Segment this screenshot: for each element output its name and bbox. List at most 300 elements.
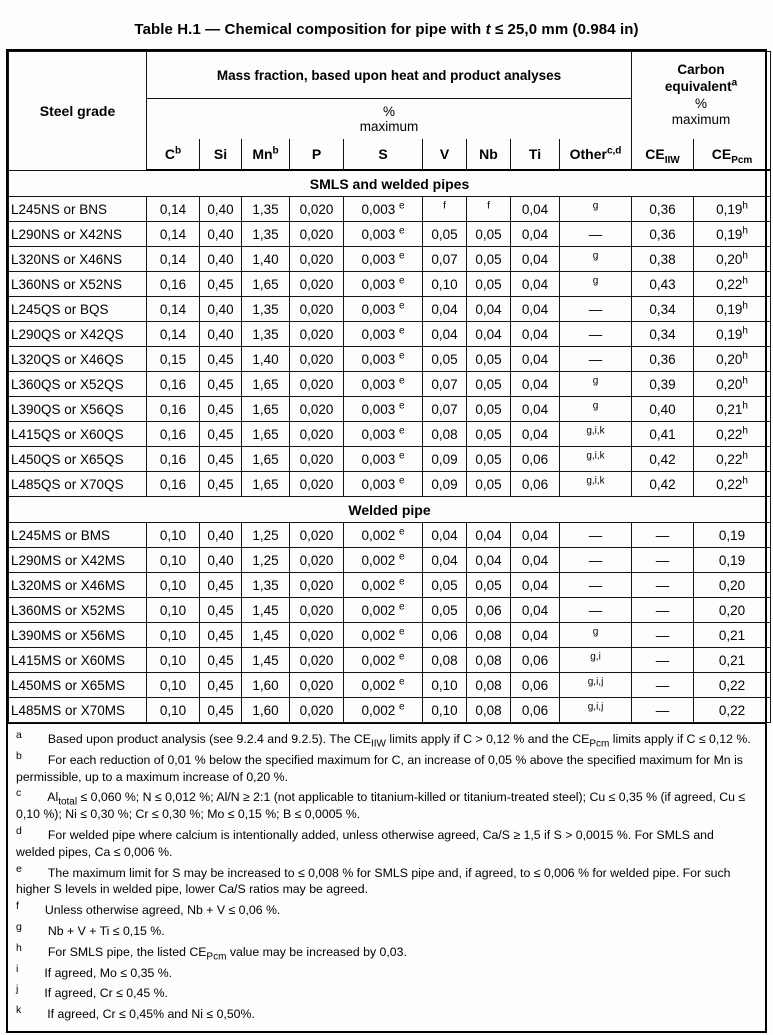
cell-value: 0,04: [467, 322, 511, 347]
footnote-marker: i: [16, 962, 19, 975]
col-header-element-6: Nb: [467, 139, 511, 170]
cell-value: 0,10: [423, 698, 467, 723]
footnote-text: For each reduction of 0,01 % below the specified maximum for C, an increase of 0,05 % above the specified maximum for Mn is permissible, up to a maximum increase of 0,20 %.: [16, 752, 743, 784]
cell-value: 0,10: [147, 548, 200, 573]
cell-value: 0,003 $^e$: [344, 347, 423, 372]
cell-value: 0,16: [147, 422, 200, 447]
table-row: [9, 347, 771, 372]
table-row: [9, 673, 771, 698]
section-header-row: [9, 497, 771, 523]
section-label: Welded pipe: [9, 497, 771, 523]
table-row: [9, 573, 771, 598]
table-header: [9, 52, 771, 171]
table-row: [9, 422, 771, 447]
cell-value: —: [632, 548, 694, 573]
col-header-percent-maximum: % maximum: [147, 99, 632, 140]
cell-value: 0,22$^h$: [694, 447, 771, 472]
cell-value: 0,04: [511, 623, 560, 648]
cell-value: 0,10: [147, 623, 200, 648]
table-row: [9, 698, 771, 723]
cell-value: 0,04: [511, 222, 560, 247]
cell-steel-grade: L290NS or X42NS: [9, 222, 147, 247]
cell-value: 0,04: [511, 297, 560, 322]
footnote-marker: f: [16, 900, 19, 913]
cell-value: 1,65: [242, 272, 290, 297]
cell-value: 0,020: [290, 247, 344, 272]
cell-steel-grade: L320QS or X46QS: [9, 347, 147, 372]
cell-value: g,i,k: [560, 447, 632, 472]
cell-value: 0,21: [694, 648, 771, 673]
cell-value: 1,65: [242, 397, 290, 422]
cell-value: 0,45: [200, 598, 242, 623]
cell-value: 0,36: [632, 222, 694, 247]
cell-value: 0,002 $^e$: [344, 598, 423, 623]
cell-value: 0,19$^h$: [694, 222, 771, 247]
cell-value: 0,06: [511, 472, 560, 497]
cell-value: 1,35: [242, 222, 290, 247]
cell-steel-grade: L450MS or X65MS: [9, 673, 147, 698]
cell-value: g,i,j: [560, 698, 632, 723]
footnote-text: If agreed, Mo ≤ 0,35 %.: [44, 965, 173, 980]
cell-value: 0,003 $^e$: [344, 472, 423, 497]
cell-value: g,i,k: [560, 422, 632, 447]
footnote-marker: h: [16, 941, 22, 954]
cell-value: 0,45: [200, 347, 242, 372]
cell-value: 0,020: [290, 548, 344, 573]
footnote-a: [16, 728, 755, 750]
table-row: [9, 222, 771, 247]
cell-value: 0,003 $^e$: [344, 372, 423, 397]
cell-value: 0,14: [147, 322, 200, 347]
cell-value: 0,41: [632, 422, 694, 447]
col-header-element-0: $C^b$: [147, 139, 200, 170]
cell-value: —: [560, 523, 632, 548]
cell-value: 0,40: [632, 397, 694, 422]
cell-value: 0,05: [423, 598, 467, 623]
cell-value: 0,10: [423, 272, 467, 297]
footnote-text: The maximum limit for S may be increased to ≤ 0,008 % for SMLS pipe and, if agreed, to ≤ 0,006 % for welded pipe. For such higher S levels in welded pipe, lower Ca/S ratios may be agreed.: [16, 865, 731, 897]
footnote-g: [16, 920, 755, 940]
footnote-marker: g: [16, 920, 22, 933]
cell-value: 0,05: [467, 272, 511, 297]
table-row: [9, 197, 771, 222]
cell-value: 1,45: [242, 623, 290, 648]
cell-value: —: [560, 322, 632, 347]
table-body: [9, 170, 771, 723]
cell-value: 0,43: [632, 272, 694, 297]
cell-value: 0,020: [290, 272, 344, 297]
cell-value: 0,22: [694, 698, 771, 723]
cell-value: 0,020: [290, 648, 344, 673]
cell-value: 0,002 $^e$: [344, 573, 423, 598]
cell-value: 0,10: [147, 648, 200, 673]
cell-steel-grade: L245NS or BNS: [9, 197, 147, 222]
cell-value: 0,08: [423, 648, 467, 673]
cell-value: 0,21$^h$: [694, 397, 771, 422]
cell-value: 0,39: [632, 372, 694, 397]
cell-value: 1,45: [242, 598, 290, 623]
cell-value: 0,04: [511, 598, 560, 623]
footnote-marker: k: [16, 1004, 22, 1017]
cell-value: 0,14: [147, 247, 200, 272]
cell-value: —: [632, 673, 694, 698]
cell-value: 1,45: [242, 648, 290, 673]
cell-value: f: [423, 197, 467, 222]
carbon-equivalent-label: Carbon equivalent$^a$: [664, 61, 738, 94]
cell-value: 0,06: [511, 673, 560, 698]
cell-value: 0,002 $^e$: [344, 673, 423, 698]
cell-value: 1,35: [242, 197, 290, 222]
table-row: [9, 247, 771, 272]
cell-value: 0,40: [200, 222, 242, 247]
cell-value: 0,04: [511, 247, 560, 272]
cell-value: —: [560, 297, 632, 322]
cell-value: 0,10: [147, 673, 200, 698]
cell-value: 0,04: [511, 548, 560, 573]
cell-value: 0,45: [200, 573, 242, 598]
cell-value: 0,06: [423, 623, 467, 648]
cell-steel-grade: L320NS or X46NS: [9, 247, 147, 272]
cell-value: 0,45: [200, 623, 242, 648]
cell-value: 0,40: [200, 523, 242, 548]
cell-value: 0,04: [511, 422, 560, 447]
cell-value: 0,002 $^e$: [344, 698, 423, 723]
cell-steel-grade: L290MS or X42MS: [9, 548, 147, 573]
cell-value: 0,42: [632, 472, 694, 497]
cell-value: 1,65: [242, 372, 290, 397]
cell-value: 0,04: [511, 197, 560, 222]
cell-value: 0,45: [200, 447, 242, 472]
cell-value: g: [560, 197, 632, 222]
cell-value: 0,22$^h$: [694, 272, 771, 297]
table-row: [9, 447, 771, 472]
footnote-j: [16, 985, 755, 1002]
cell-value: 0,06: [511, 447, 560, 472]
section-label: SMLS and welded pipes: [9, 170, 771, 197]
footnote-text: If agreed, Cr ≤ 0,45% and Ni ≤ 0,50%.: [47, 1007, 255, 1022]
table-row: [9, 472, 771, 497]
cell-value: f: [467, 197, 511, 222]
cell-value: 0,05: [467, 447, 511, 472]
table-row: [9, 648, 771, 673]
table-container: [6, 49, 767, 1033]
cell-value: 0,16: [147, 472, 200, 497]
footnote-marker: j: [16, 983, 19, 996]
footnote-d: [16, 824, 755, 861]
cell-value: 0,36: [632, 347, 694, 372]
cell-value: 0,10: [147, 598, 200, 623]
cell-value: 0,020: [290, 673, 344, 698]
cell-value: —: [632, 598, 694, 623]
cell-value: 1,65: [242, 447, 290, 472]
cell-value: —: [632, 523, 694, 548]
cell-value: 0,07: [423, 372, 467, 397]
cell-value: —: [560, 222, 632, 247]
cell-value: 0,05: [423, 222, 467, 247]
cell-value: 0,003 $^e$: [344, 247, 423, 272]
table-row: [9, 598, 771, 623]
cell-value: 1,60: [242, 698, 290, 723]
footnote-h: [16, 941, 755, 963]
cell-value: 0,20: [694, 573, 771, 598]
cell-value: 0,020: [290, 623, 344, 648]
cell-value: 0,45: [200, 397, 242, 422]
cell-value: 0,40: [200, 197, 242, 222]
cell-value: 0,020: [290, 197, 344, 222]
cell-value: 1,35: [242, 297, 290, 322]
cell-steel-grade: L320MS or X46MS: [9, 573, 147, 598]
cell-value: 0,020: [290, 347, 344, 372]
cell-value: 0,20$^h$: [694, 247, 771, 272]
cell-value: 0,21: [694, 623, 771, 648]
cell-value: —: [632, 648, 694, 673]
cell-value: 1,35: [242, 573, 290, 598]
cell-value: 0,22: [694, 673, 771, 698]
cell-value: 1,65: [242, 472, 290, 497]
cell-value: g,i: [560, 648, 632, 673]
cell-value: g: [560, 272, 632, 297]
cell-value: 0,04: [467, 523, 511, 548]
footnote-marker: c: [16, 787, 22, 800]
cell-value: 0,14: [147, 197, 200, 222]
cell-value: 0,020: [290, 372, 344, 397]
footnote-text: $Al_{total} \le 0,060$ %; N ≤ 0,012 %; Al/N ≥ 2:1 (not applicable to titanium-killed or titanium-treated steel); Cu ≤ 0,35 % (if agreed, Cu ≤ 0,10 %); Ni ≤ 0,30 %; Cr ≤ 0,30 %; Mo ≤ 0,15 %; B ≤ 0,0005 %.: [16, 790, 746, 822]
cell-value: 0,003 $^e$: [344, 297, 423, 322]
cell-value: 0,06: [511, 648, 560, 673]
cell-value: g,i,j: [560, 673, 632, 698]
cell-value: 1,65: [242, 422, 290, 447]
cell-value: g: [560, 623, 632, 648]
cell-value: 0,020: [290, 397, 344, 422]
footnote-text: Nb + V + Ti ≤ 0,15 %.: [47, 923, 165, 938]
cell-steel-grade: L390QS or X56QS: [9, 397, 147, 422]
cell-value: g: [560, 372, 632, 397]
cell-value: 0,020: [290, 698, 344, 723]
footnote-text: Based upon product analysis (see 9.2.4 and 9.2.5). The $CE_{IIW}$ limits apply if C > 0,12 % and the $CE_{Pcm}$ limits apply if C ≤ 0,12 %.: [47, 732, 751, 750]
cell-value: 0,020: [290, 472, 344, 497]
cell-value: 0,09: [423, 472, 467, 497]
table-title: Table H.1 — Chemical composition for pipe with t ≤ 25,0 mm (0.984 in): [134, 21, 639, 38]
cell-value: 0,34: [632, 297, 694, 322]
cell-value: 0,04: [423, 297, 467, 322]
cell-value: —: [632, 698, 694, 723]
cell-value: 0,19$^h$: [694, 297, 771, 322]
cell-value: 0,002 $^e$: [344, 523, 423, 548]
col-header-element-10: $CE_{Pcm}$: [694, 139, 771, 170]
cell-value: 0,16: [147, 447, 200, 472]
cell-value: g: [560, 247, 632, 272]
cell-value: 0,08: [467, 623, 511, 648]
footnote-i: [16, 962, 755, 982]
cell-value: 0,04: [511, 347, 560, 372]
cell-steel-grade: L245QS or BQS: [9, 297, 147, 322]
chemical-composition-table: [8, 51, 771, 723]
cell-value: 0,45: [200, 472, 242, 497]
cell-value: 0,003 $^e$: [344, 422, 423, 447]
cell-value: —: [632, 573, 694, 598]
table-row: [9, 623, 771, 648]
cell-value: 0,002 $^e$: [344, 548, 423, 573]
cell-value: 0,020: [290, 447, 344, 472]
cell-value: 0,45: [200, 272, 242, 297]
footnotes: [8, 723, 765, 1031]
cell-value: 0,05: [467, 222, 511, 247]
cell-value: 0,22$^h$: [694, 472, 771, 497]
table-row: [9, 523, 771, 548]
cell-value: 0,003 $^e$: [344, 222, 423, 247]
footnote-text: For welded pipe where calcium is intentionally added, unless otherwise agreed, Ca/S ≥ 1,5 if S > 0,0015 %. For SMLS and welded pipes, Ca ≤ 0,006 %.: [16, 827, 714, 859]
footnote-text: If agreed, Cr ≤ 0,45 %.: [44, 986, 168, 1001]
cell-value: 0,04: [467, 297, 511, 322]
footnote-k: [16, 1006, 755, 1023]
cell-value: 0,04: [423, 322, 467, 347]
cell-value: 0,34: [632, 322, 694, 347]
cell-value: 0,04: [467, 548, 511, 573]
cell-value: 0,002 $^e$: [344, 648, 423, 673]
col-header-element-3: P: [290, 139, 344, 170]
cell-value: 0,40: [200, 548, 242, 573]
cell-steel-grade: L290QS or X42QS: [9, 322, 147, 347]
cell-value: 0,20: [694, 598, 771, 623]
col-header-element-8: Other$^{c,d}$: [560, 139, 632, 170]
cell-steel-grade: L360MS or X52MS: [9, 598, 147, 623]
cell-value: 0,45: [200, 673, 242, 698]
cell-value: 0,05: [467, 472, 511, 497]
cell-value: 0,020: [290, 523, 344, 548]
col-header-carbon-equivalent: [632, 52, 771, 140]
cell-value: —: [560, 347, 632, 372]
cell-value: 0,36: [632, 197, 694, 222]
cell-value: 0,04: [511, 397, 560, 422]
cell-value: 0,020: [290, 598, 344, 623]
cell-value: 0,04: [511, 272, 560, 297]
cell-value: 0,003 $^e$: [344, 447, 423, 472]
cell-value: 1,40: [242, 347, 290, 372]
cell-steel-grade: L390MS or X56MS: [9, 623, 147, 648]
cell-value: 0,19$^h$: [694, 197, 771, 222]
cell-value: 0,09: [423, 447, 467, 472]
cell-value: 0,19: [694, 523, 771, 548]
col-header-element-7: Ti: [511, 139, 560, 170]
cell-value: 0,10: [147, 523, 200, 548]
cell-value: —: [632, 623, 694, 648]
table-row: [9, 322, 771, 347]
cell-value: 0,04: [511, 372, 560, 397]
cell-value: 0,05: [467, 422, 511, 447]
col-header-element-9: $CE_{IIW}$: [632, 139, 694, 170]
cell-value: 0,10: [147, 573, 200, 598]
cell-value: 0,08: [467, 698, 511, 723]
cell-steel-grade: L415MS or X60MS: [9, 648, 147, 673]
header-row-1: [9, 52, 771, 99]
col-header-element-2: Mn$^b$: [242, 139, 290, 170]
table-row: [9, 272, 771, 297]
cell-value: 0,05: [467, 247, 511, 272]
cell-steel-grade: L360QS or X52QS: [9, 372, 147, 397]
cell-steel-grade: L415QS or X60QS: [9, 422, 147, 447]
cell-value: 0,04: [423, 523, 467, 548]
cell-value: 1,40: [242, 247, 290, 272]
cell-value: 0,003 $^e$: [344, 322, 423, 347]
cell-value: 0,45: [200, 372, 242, 397]
table-row: [9, 372, 771, 397]
cell-value: 0,07: [423, 397, 467, 422]
cell-value: 0,05: [467, 372, 511, 397]
footnote-f: [16, 902, 755, 919]
footnote-c: [16, 789, 755, 823]
cell-value: 0,04: [511, 523, 560, 548]
cell-steel-grade: L450QS or X65QS: [9, 447, 147, 472]
cell-steel-grade: L485MS or X70MS: [9, 698, 147, 723]
table-row: [9, 297, 771, 322]
footnote-e: [16, 862, 755, 899]
cell-value: 0,07: [423, 247, 467, 272]
cell-value: 0,08: [467, 673, 511, 698]
cell-value: 0,020: [290, 422, 344, 447]
cell-value: 0,19: [694, 548, 771, 573]
cell-value: 0,05: [423, 347, 467, 372]
cell-value: 0,14: [147, 297, 200, 322]
col-header-element-1: Si: [200, 139, 242, 170]
cell-value: 0,22$^h$: [694, 422, 771, 447]
cell-value: 0,16: [147, 272, 200, 297]
cell-value: 1,25: [242, 523, 290, 548]
footnote-text: For SMLS pipe, the listed $CE_{Pcm}$ value may be increased by 0,03.: [47, 944, 407, 963]
cell-value: —: [560, 573, 632, 598]
cell-value: 0,020: [290, 322, 344, 347]
cell-steel-grade: L245MS or BMS: [9, 523, 147, 548]
cell-value: 0,020: [290, 573, 344, 598]
cell-value: 0,003 $^e$: [344, 272, 423, 297]
cell-value: 0,08: [423, 422, 467, 447]
cell-value: 1,25: [242, 548, 290, 573]
cell-value: 0,15: [147, 347, 200, 372]
cell-value: 0,42: [632, 447, 694, 472]
cell-value: 0,04: [511, 322, 560, 347]
cell-value: 0,020: [290, 222, 344, 247]
cell-value: 0,06: [511, 698, 560, 723]
cell-value: 0,40: [200, 247, 242, 272]
cell-value: 0,45: [200, 698, 242, 723]
cell-value: 0,10: [147, 698, 200, 723]
footnote-marker: e: [16, 862, 22, 875]
cell-value: 0,16: [147, 397, 200, 422]
cell-value: 0,45: [200, 422, 242, 447]
cell-value: 0,04: [511, 573, 560, 598]
cell-value: 0,40: [200, 297, 242, 322]
cell-value: g: [560, 397, 632, 422]
cell-steel-grade: L360NS or X52NS: [9, 272, 147, 297]
carbon-equivalent-sublabel: % maximum: [671, 95, 731, 128]
cell-value: 0,10: [423, 673, 467, 698]
footnote-marker: d: [16, 824, 22, 837]
cell-value: 0,04: [423, 548, 467, 573]
cell-value: —: [560, 548, 632, 573]
cell-value: 0,08: [467, 648, 511, 673]
col-header-steel-grade: Steel grade: [9, 52, 147, 171]
cell-value: 0,002 $^e$: [344, 623, 423, 648]
cell-value: 0,003 $^e$: [344, 397, 423, 422]
cell-value: 1,35: [242, 322, 290, 347]
section-header-row: [9, 170, 771, 197]
cell-value: 0,38: [632, 247, 694, 272]
cell-value: 0,45: [200, 648, 242, 673]
footnote-b: [16, 749, 755, 786]
cell-value: 0,05: [423, 573, 467, 598]
cell-value: 0,06: [467, 598, 511, 623]
cell-value: 0,05: [467, 573, 511, 598]
col-header-element-5: V: [423, 139, 467, 170]
